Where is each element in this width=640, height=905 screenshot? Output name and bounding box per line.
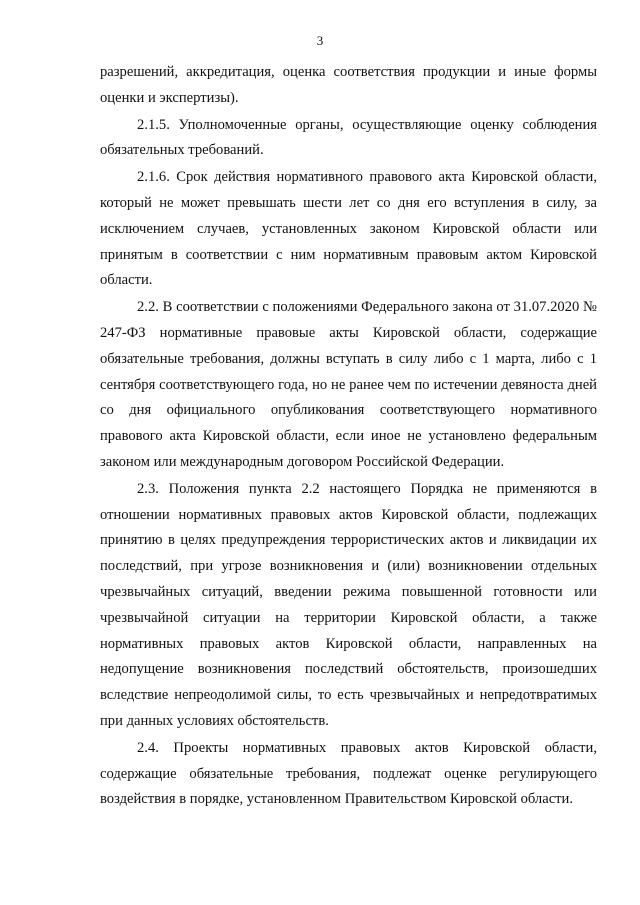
paragraph-2-1-5: 2.1.5. Уполномоченные органы, осуществляющие оценку соблюдения обязательных требований. bbox=[100, 116, 597, 159]
paragraph-2-4: 2.4. Проекты нормативных правовых актов Кировской области, содержащие обязательные требования, подлежат оценке регулирующего воздействия в порядке, установленном Правительством Кировской области. bbox=[100, 739, 597, 808]
page-number: 3 bbox=[316, 33, 324, 48]
paragraph-2-3: 2.3. Положения пункта 2.2 настоящего Порядка не применяются в отношении нормативных правовых актов Кировской области, подлежащих принятию в целях предупреждения террористических актов и ликвидации их последствий, при угрозе возникновения и (или) возникновении отдельных чрезвычайных ситуаций, введении режима повышенной готовности или чрезвычайной ситуации на территории Кировской области, а также нормативных правовых актов Кировской области, направленных на недопущение возникновения последствий обстоятельств, произошедших вследствие непреодолимой силы, то есть чрезвычайных и непредотвратимых при данных условиях обстоятельств. bbox=[100, 480, 597, 729]
paragraph-2-2: 2.2. В соответствии с положениями Федерального закона от 31.07.2020 № 247-ФЗ нормативные правовые акты Кировской области, содержащие обязательные требования, должны вступать в силу либо с 1 марта, либо с 1 сентября соответствующего года, но не ранее чем по истечении девяноста дней со дня официального опубликования соответствующего нормативного правового акта Кировской области, если иное не установлено федеральным законом или международным договором Российской Федерации. bbox=[100, 299, 597, 470]
paragraph-2-1-6: 2.1.6. Срок действия нормативного правового акта Кировской области, который не может превышать шести лет со дня его вступления в силу, за исключением случаев, установленных законом Кировской области или принятым в соответствии с ним нормативным правовым актом Кировской области. bbox=[100, 169, 597, 289]
document-body bbox=[100, 60, 597, 813]
paragraph-continuation: разрешений, аккредитация, оценка соответствия продукции и иные формы оценки и экспертизы). bbox=[100, 64, 597, 106]
